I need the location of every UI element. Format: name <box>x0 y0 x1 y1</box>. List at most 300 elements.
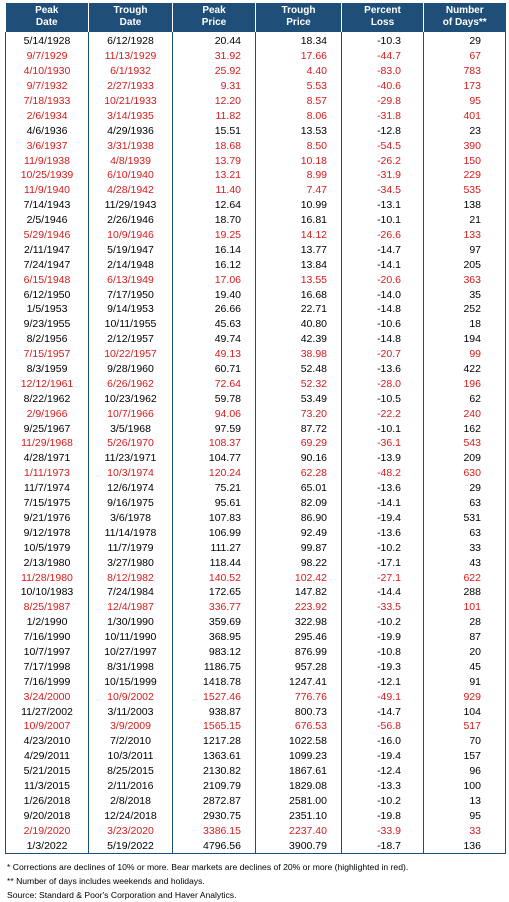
cell-num-days: 100 <box>424 779 506 794</box>
cell-trough-date: 11/29/1943 <box>89 198 173 213</box>
cell-num-days: 35 <box>424 287 506 302</box>
cell-percent-loss: -10.2 <box>342 615 424 630</box>
cell-peak-price: 336.77 <box>173 600 256 615</box>
cell-trough-price: 1022.58 <box>256 734 342 749</box>
cell-peak-price: 72.64 <box>173 376 256 391</box>
cell-peak-date: 9/7/1932 <box>6 79 89 94</box>
cell-trough-date: 9/16/1975 <box>89 496 173 511</box>
cell-trough-price: 52.32 <box>256 376 342 391</box>
cell-percent-loss: -56.8 <box>342 719 424 734</box>
cell-percent-loss: -22.2 <box>342 406 424 421</box>
cell-num-days: 87 <box>424 630 506 645</box>
cell-percent-loss: -28.0 <box>342 376 424 391</box>
cell-trough-price: 1247.41 <box>256 674 342 689</box>
cell-trough-price: 1099.23 <box>256 749 342 764</box>
cell-num-days: 240 <box>424 406 506 421</box>
cell-peak-date: 5/29/1946 <box>6 228 89 243</box>
cell-peak-date: 7/14/1943 <box>6 198 89 213</box>
cell-peak-price: 2872.87 <box>173 793 256 808</box>
cell-trough-date: 2/26/1946 <box>89 213 173 228</box>
cell-num-days: 517 <box>424 719 506 734</box>
table-row <box>6 481 506 496</box>
cell-peak-date: 1/5/1953 <box>6 302 89 317</box>
col-header-num-days: Number of Days** <box>424 3 506 32</box>
cell-percent-loss: -10.3 <box>342 32 424 49</box>
table-row <box>6 779 506 794</box>
cell-peak-price: 16.12 <box>173 257 256 272</box>
cell-peak-price: 983.12 <box>173 645 256 660</box>
cell-peak-date: 3/6/1937 <box>6 138 89 153</box>
cell-percent-loss: -19.4 <box>342 749 424 764</box>
cell-num-days: 138 <box>424 198 506 213</box>
cell-trough-date: 12/4/1987 <box>89 600 173 615</box>
cell-peak-price: 16.14 <box>173 242 256 257</box>
cell-peak-date: 8/25/1987 <box>6 600 89 615</box>
cell-percent-loss: -14.8 <box>342 302 424 317</box>
cell-trough-price: 16.81 <box>256 213 342 228</box>
cell-trough-price: 2581.00 <box>256 793 342 808</box>
cell-peak-date: 9/21/1976 <box>6 511 89 526</box>
cell-num-days: 91 <box>424 674 506 689</box>
cell-trough-date: 10/7/1966 <box>89 406 173 421</box>
cell-peak-date: 11/27/2002 <box>6 704 89 719</box>
table-row <box>6 183 506 198</box>
cell-peak-price: 4796.56 <box>173 838 256 853</box>
table-row <box>6 808 506 823</box>
cell-peak-date: 8/2/1956 <box>6 332 89 347</box>
cell-num-days: 97 <box>424 242 506 257</box>
cell-trough-date: 3/23/2020 <box>89 823 173 838</box>
cell-trough-price: 776.76 <box>256 689 342 704</box>
cell-num-days: 23 <box>424 123 506 138</box>
cell-percent-loss: -12.8 <box>342 123 424 138</box>
table-row <box>6 332 506 347</box>
cell-peak-date: 2/11/1947 <box>6 242 89 257</box>
cell-trough-price: 876.99 <box>256 645 342 660</box>
cell-trough-date: 1/30/1990 <box>89 615 173 630</box>
cell-num-days: 783 <box>424 64 506 79</box>
cell-peak-price: 95.61 <box>173 496 256 511</box>
cell-trough-date: 12/6/1974 <box>89 481 173 496</box>
cell-trough-date: 2/11/2016 <box>89 779 173 794</box>
cell-num-days: 95 <box>424 808 506 823</box>
cell-trough-price: 8.99 <box>256 168 342 183</box>
cell-trough-date: 3/6/1978 <box>89 511 173 526</box>
table-row <box>6 257 506 272</box>
cell-num-days: 422 <box>424 362 506 377</box>
table-row <box>6 838 506 853</box>
corrections-table <box>5 3 506 854</box>
cell-trough-price: 16.68 <box>256 287 342 302</box>
cell-trough-price: 62.28 <box>256 466 342 481</box>
table-row <box>6 570 506 585</box>
cell-peak-date: 2/6/1934 <box>6 108 89 123</box>
cell-peak-price: 11.82 <box>173 108 256 123</box>
corrections-table-container <box>5 3 505 902</box>
cell-trough-price: 1829.08 <box>256 779 342 794</box>
cell-num-days: 401 <box>424 108 506 123</box>
cell-peak-date: 8/3/1959 <box>6 362 89 377</box>
cell-num-days: 288 <box>424 585 506 600</box>
cell-peak-date: 4/29/2011 <box>6 749 89 764</box>
cell-num-days: 229 <box>424 168 506 183</box>
cell-trough-date: 11/23/1971 <box>89 451 173 466</box>
cell-num-days: 29 <box>424 32 506 49</box>
cell-peak-price: 368.95 <box>173 630 256 645</box>
cell-peak-date: 4/6/1936 <box>6 123 89 138</box>
cell-trough-date: 11/14/1978 <box>89 525 173 540</box>
cell-peak-date: 11/7/1974 <box>6 481 89 496</box>
cell-peak-date: 10/25/1939 <box>6 168 89 183</box>
cell-percent-loss: -10.8 <box>342 645 424 660</box>
cell-peak-price: 94.06 <box>173 406 256 421</box>
cell-trough-date: 8/25/2015 <box>89 764 173 779</box>
cell-trough-price: 13.77 <box>256 242 342 257</box>
cell-percent-loss: -54.5 <box>342 138 424 153</box>
cell-percent-loss: -14.1 <box>342 257 424 272</box>
cell-num-days: 535 <box>424 183 506 198</box>
cell-num-days: 33 <box>424 540 506 555</box>
cell-peak-date: 2/9/1966 <box>6 406 89 421</box>
cell-trough-date: 7/2/2010 <box>89 734 173 749</box>
table-row <box>6 138 506 153</box>
cell-peak-date: 7/15/1957 <box>6 347 89 362</box>
table-row <box>6 79 506 94</box>
table-row <box>6 421 506 436</box>
cell-peak-date: 11/9/1938 <box>6 153 89 168</box>
cell-peak-date: 6/15/1948 <box>6 272 89 287</box>
cell-num-days: 622 <box>424 570 506 585</box>
table-row <box>6 615 506 630</box>
cell-peak-date: 7/16/1999 <box>6 674 89 689</box>
table-row <box>6 198 506 213</box>
cell-peak-date: 11/9/1940 <box>6 183 89 198</box>
table-row <box>6 823 506 838</box>
cell-num-days: 209 <box>424 451 506 466</box>
cell-trough-price: 69.29 <box>256 436 342 451</box>
cell-trough-date: 6/10/1940 <box>89 168 173 183</box>
cell-peak-price: 26.66 <box>173 302 256 317</box>
cell-trough-price: 800.73 <box>256 704 342 719</box>
table-row <box>6 406 506 421</box>
footnote-days: ** Number of days includes weekends and holidays. <box>7 875 205 886</box>
cell-trough-date: 4/28/1942 <box>89 183 173 198</box>
cell-trough-price: 52.48 <box>256 362 342 377</box>
cell-peak-price: 2930.75 <box>173 808 256 823</box>
cell-num-days: 63 <box>424 525 506 540</box>
table-header-row <box>6 3 506 32</box>
cell-percent-loss: -26.2 <box>342 153 424 168</box>
cell-trough-price: 13.55 <box>256 272 342 287</box>
cell-peak-date: 12/12/1961 <box>6 376 89 391</box>
table-row <box>6 645 506 660</box>
cell-num-days: 162 <box>424 421 506 436</box>
cell-peak-price: 1418.78 <box>173 674 256 689</box>
cell-percent-loss: -36.1 <box>342 436 424 451</box>
cell-trough-price: 7.47 <box>256 183 342 198</box>
cell-peak-date: 11/28/1980 <box>6 570 89 585</box>
cell-peak-price: 2130.82 <box>173 764 256 779</box>
table-row <box>6 540 506 555</box>
cell-peak-price: 12.20 <box>173 94 256 109</box>
cell-num-days: 150 <box>424 153 506 168</box>
table-row <box>6 749 506 764</box>
cell-peak-date: 3/24/2000 <box>6 689 89 704</box>
cell-num-days: 96 <box>424 764 506 779</box>
cell-peak-date: 1/11/1973 <box>6 466 89 481</box>
cell-percent-loss: -13.6 <box>342 362 424 377</box>
cell-trough-price: 73.20 <box>256 406 342 421</box>
col-header-trough-date: Trough Date <box>89 3 173 32</box>
cell-peak-date: 7/16/1990 <box>6 630 89 645</box>
cell-trough-price: 65.01 <box>256 481 342 496</box>
cell-trough-date: 10/3/2011 <box>89 749 173 764</box>
cell-num-days: 18 <box>424 317 506 332</box>
cell-percent-loss: -18.7 <box>342 838 424 853</box>
cell-trough-price: 1867.61 <box>256 764 342 779</box>
cell-num-days: 63 <box>424 496 506 511</box>
cell-peak-price: 60.71 <box>173 362 256 377</box>
cell-percent-loss: -13.9 <box>342 451 424 466</box>
cell-trough-date: 6/12/1928 <box>89 32 173 49</box>
cell-num-days: 95 <box>424 94 506 109</box>
cell-trough-price: 99.87 <box>256 540 342 555</box>
table-row <box>6 287 506 302</box>
cell-peak-date: 5/14/1928 <box>6 32 89 49</box>
cell-peak-price: 938.87 <box>173 704 256 719</box>
cell-percent-loss: -10.5 <box>342 391 424 406</box>
cell-peak-price: 19.40 <box>173 287 256 302</box>
cell-percent-loss: -14.7 <box>342 242 424 257</box>
cell-trough-date: 2/14/1948 <box>89 257 173 272</box>
cell-num-days: 33 <box>424 823 506 838</box>
cell-peak-price: 59.78 <box>173 391 256 406</box>
cell-num-days: 531 <box>424 511 506 526</box>
table-row <box>6 496 506 511</box>
table-row <box>6 64 506 79</box>
cell-peak-date: 4/10/1930 <box>6 64 89 79</box>
cell-trough-price: 18.34 <box>256 32 342 49</box>
cell-peak-price: 118.44 <box>173 555 256 570</box>
table-row <box>6 734 506 749</box>
cell-peak-price: 111.27 <box>173 540 256 555</box>
cell-trough-price: 92.49 <box>256 525 342 540</box>
table-row <box>6 585 506 600</box>
cell-percent-loss: -13.1 <box>342 198 424 213</box>
cell-percent-loss: -27.1 <box>342 570 424 585</box>
table-row <box>6 525 506 540</box>
cell-peak-price: 107.83 <box>173 511 256 526</box>
cell-peak-price: 359.69 <box>173 615 256 630</box>
cell-trough-date: 10/3/1974 <box>89 466 173 481</box>
cell-trough-price: 14.12 <box>256 228 342 243</box>
cell-peak-date: 2/19/2020 <box>6 823 89 838</box>
table-row <box>6 302 506 317</box>
cell-num-days: 21 <box>424 213 506 228</box>
table-row <box>6 108 506 123</box>
cell-trough-date: 6/1/1932 <box>89 64 173 79</box>
cell-peak-date: 7/15/1975 <box>6 496 89 511</box>
cell-peak-price: 11.40 <box>173 183 256 198</box>
cell-trough-date: 11/7/1979 <box>89 540 173 555</box>
cell-trough-date: 10/15/1999 <box>89 674 173 689</box>
table-row <box>6 272 506 287</box>
cell-peak-price: 140.52 <box>173 570 256 585</box>
cell-peak-price: 19.25 <box>173 228 256 243</box>
cell-percent-loss: -26.6 <box>342 228 424 243</box>
cell-percent-loss: -10.1 <box>342 213 424 228</box>
cell-peak-date: 11/3/2015 <box>6 779 89 794</box>
table-row <box>6 228 506 243</box>
cell-num-days: 45 <box>424 659 506 674</box>
footnotes <box>5 860 505 902</box>
cell-trough-price: 3900.79 <box>256 838 342 853</box>
cell-percent-loss: -20.7 <box>342 347 424 362</box>
cell-trough-price: 8.57 <box>256 94 342 109</box>
table-row <box>6 213 506 228</box>
table-row <box>6 94 506 109</box>
cell-percent-loss: -34.5 <box>342 183 424 198</box>
cell-num-days: 43 <box>424 555 506 570</box>
cell-trough-date: 3/14/1935 <box>89 108 173 123</box>
cell-percent-loss: -13.3 <box>342 779 424 794</box>
cell-peak-date: 5/21/2015 <box>6 764 89 779</box>
table-row <box>6 317 506 332</box>
cell-trough-price: 40.80 <box>256 317 342 332</box>
cell-peak-date: 10/10/1983 <box>6 585 89 600</box>
cell-peak-price: 2109.79 <box>173 779 256 794</box>
cell-percent-loss: -10.2 <box>342 793 424 808</box>
cell-percent-loss: -83.0 <box>342 64 424 79</box>
table-row <box>6 659 506 674</box>
cell-peak-price: 20.44 <box>173 32 256 49</box>
cell-peak-date: 2/13/1980 <box>6 555 89 570</box>
cell-peak-price: 49.74 <box>173 332 256 347</box>
cell-peak-date: 9/7/1929 <box>6 49 89 64</box>
cell-trough-price: 8.50 <box>256 138 342 153</box>
cell-peak-price: 31.92 <box>173 49 256 64</box>
cell-peak-date: 7/18/1933 <box>6 94 89 109</box>
table-row <box>6 123 506 138</box>
cell-num-days: 363 <box>424 272 506 287</box>
cell-trough-date: 2/12/1957 <box>89 332 173 347</box>
cell-trough-price: 10.18 <box>256 153 342 168</box>
cell-num-days: 104 <box>424 704 506 719</box>
cell-percent-loss: -14.7 <box>342 704 424 719</box>
col-header-percent-loss: Percent Loss <box>342 3 424 32</box>
cell-percent-loss: -40.6 <box>342 79 424 94</box>
cell-percent-loss: -14.4 <box>342 585 424 600</box>
cell-trough-date: 8/31/1998 <box>89 659 173 674</box>
cell-peak-date: 7/17/1998 <box>6 659 89 674</box>
cell-peak-date: 10/5/1979 <box>6 540 89 555</box>
cell-trough-date: 3/11/2003 <box>89 704 173 719</box>
table-row <box>6 347 506 362</box>
cell-trough-price: 98.22 <box>256 555 342 570</box>
cell-percent-loss: -31.9 <box>342 168 424 183</box>
cell-num-days: 196 <box>424 376 506 391</box>
source-note: Source: Standard & Poor's Corporation and Haver Analytics. <box>7 889 237 900</box>
cell-peak-date: 4/28/1971 <box>6 451 89 466</box>
cell-peak-price: 18.70 <box>173 213 256 228</box>
cell-percent-loss: -49.1 <box>342 689 424 704</box>
cell-peak-date: 1/2/1990 <box>6 615 89 630</box>
cell-trough-date: 5/19/2022 <box>89 838 173 853</box>
cell-peak-price: 49.13 <box>173 347 256 362</box>
cell-trough-date: 10/27/1997 <box>89 645 173 660</box>
cell-peak-price: 1186.75 <box>173 659 256 674</box>
cell-trough-price: 86.90 <box>256 511 342 526</box>
table-row <box>6 451 506 466</box>
cell-trough-date: 10/9/1946 <box>89 228 173 243</box>
cell-trough-date: 2/27/1933 <box>89 79 173 94</box>
cell-num-days: 157 <box>424 749 506 764</box>
cell-peak-date: 10/9/2007 <box>6 719 89 734</box>
table-row <box>6 704 506 719</box>
cell-peak-price: 108.37 <box>173 436 256 451</box>
cell-percent-loss: -13.6 <box>342 525 424 540</box>
cell-peak-price: 18.68 <box>173 138 256 153</box>
cell-trough-price: 2237.40 <box>256 823 342 838</box>
cell-trough-price: 8.06 <box>256 108 342 123</box>
table-row <box>6 153 506 168</box>
cell-trough-price: 22.71 <box>256 302 342 317</box>
cell-num-days: 390 <box>424 138 506 153</box>
cell-trough-price: 223.92 <box>256 600 342 615</box>
cell-trough-price: 2351.10 <box>256 808 342 823</box>
table-row <box>6 511 506 526</box>
cell-trough-date: 10/11/1990 <box>89 630 173 645</box>
cell-percent-loss: -10.6 <box>342 317 424 332</box>
cell-trough-date: 9/14/1953 <box>89 302 173 317</box>
cell-peak-date: 9/12/1978 <box>6 525 89 540</box>
cell-peak-price: 172.65 <box>173 585 256 600</box>
cell-peak-date: 9/23/1955 <box>6 317 89 332</box>
table-row <box>6 674 506 689</box>
table-row <box>6 362 506 377</box>
cell-peak-date: 8/22/1962 <box>6 391 89 406</box>
cell-num-days: 252 <box>424 302 506 317</box>
cell-trough-date: 3/31/1938 <box>89 138 173 153</box>
table-row <box>6 32 506 49</box>
col-header-peak-date: Peak Date <box>6 3 89 32</box>
cell-peak-date: 6/12/1950 <box>6 287 89 302</box>
cell-trough-date: 8/12/1982 <box>89 570 173 585</box>
cell-peak-price: 1527.46 <box>173 689 256 704</box>
cell-trough-date: 3/5/1968 <box>89 421 173 436</box>
cell-percent-loss: -10.2 <box>342 540 424 555</box>
cell-trough-date: 3/27/1980 <box>89 555 173 570</box>
cell-percent-loss: -31.8 <box>342 108 424 123</box>
cell-percent-loss: -17.1 <box>342 555 424 570</box>
cell-percent-loss: -19.8 <box>342 808 424 823</box>
table-body <box>6 32 506 853</box>
cell-trough-price: 90.16 <box>256 451 342 466</box>
cell-peak-price: 1565.15 <box>173 719 256 734</box>
cell-num-days: 543 <box>424 436 506 451</box>
cell-trough-price: 957.28 <box>256 659 342 674</box>
cell-trough-price: 13.84 <box>256 257 342 272</box>
cell-percent-loss: -48.2 <box>342 466 424 481</box>
cell-trough-date: 4/8/1939 <box>89 153 173 168</box>
cell-num-days: 136 <box>424 838 506 853</box>
cell-trough-date: 10/11/1955 <box>89 317 173 332</box>
cell-num-days: 173 <box>424 79 506 94</box>
cell-peak-price: 106.99 <box>173 525 256 540</box>
cell-num-days: 133 <box>424 228 506 243</box>
cell-trough-price: 295.46 <box>256 630 342 645</box>
cell-peak-date: 9/25/1967 <box>6 421 89 436</box>
